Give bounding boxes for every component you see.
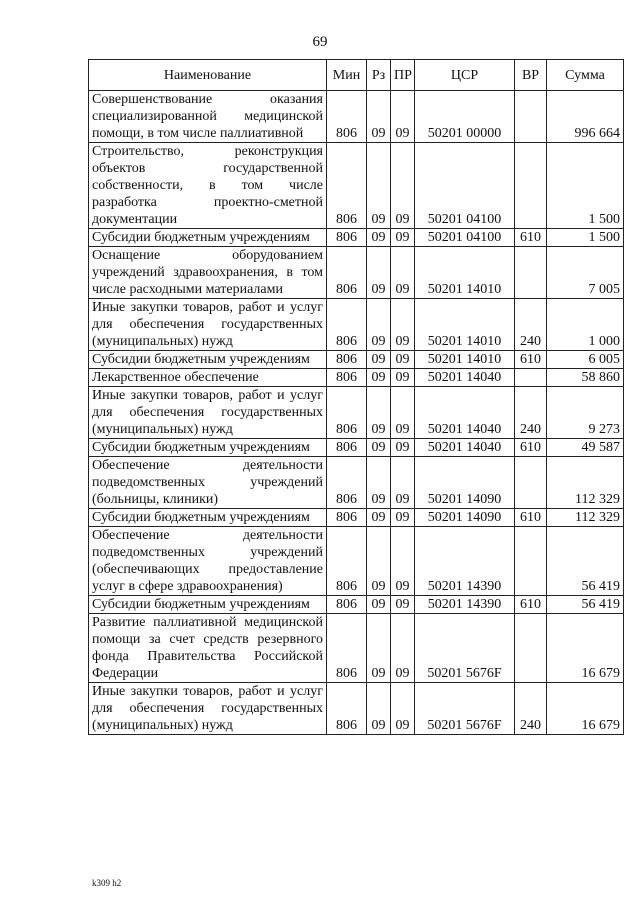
row-csr: 50201 04100	[415, 229, 515, 247]
row-rz: 09	[367, 247, 391, 299]
row-sum: 9 273	[547, 387, 624, 439]
row-sum: 56 419	[547, 527, 624, 596]
row-csr: 50201 14090	[415, 457, 515, 509]
table-row	[89, 247, 624, 299]
column-header-vr: ВР	[515, 60, 547, 91]
row-min: 806	[327, 299, 367, 351]
row-csr: 50201 5676F	[415, 683, 515, 735]
row-name: Субсидии бюджетным учреждениям	[89, 596, 327, 614]
row-rz: 09	[367, 596, 391, 614]
row-sum: 1 500	[547, 143, 624, 229]
row-min: 806	[327, 457, 367, 509]
row-name: Субсидии бюджетным учреждениям	[89, 351, 327, 369]
page-number: 69	[312, 34, 328, 50]
row-min: 806	[327, 683, 367, 735]
table-row	[89, 614, 624, 683]
row-min: 806	[327, 247, 367, 299]
row-name: Обеспечение деятельности подведомственных учреждений (обеспечивающих предоставление услуг в сфере здравоохранения)	[89, 527, 327, 596]
row-rz: 09	[367, 299, 391, 351]
row-pr: 09	[391, 143, 415, 229]
row-sum: 112 329	[547, 457, 624, 509]
table-row	[89, 91, 624, 143]
row-vr	[515, 457, 547, 509]
table-row	[89, 351, 624, 369]
row-pr: 09	[391, 229, 415, 247]
row-csr: 50201 14040	[415, 439, 515, 457]
row-csr: 50201 14390	[415, 527, 515, 596]
row-vr	[515, 614, 547, 683]
row-vr: 610	[515, 509, 547, 527]
row-sum: 6 005	[547, 351, 624, 369]
column-header-sum: Сумма	[547, 60, 624, 91]
table-header-row	[89, 60, 624, 91]
row-rz: 09	[367, 527, 391, 596]
row-csr: 50201 5676F	[415, 614, 515, 683]
row-pr: 09	[391, 457, 415, 509]
row-csr: 50201 14040	[415, 369, 515, 387]
row-vr	[515, 143, 547, 229]
footer-code: k309 h2	[92, 878, 122, 888]
row-pr: 09	[391, 683, 415, 735]
table-row	[89, 596, 624, 614]
row-name: Развитие паллиативной медицинской помощи за счет средств резервного фонда Правительства Российской Федерации	[89, 614, 327, 683]
row-csr: 50201 00000	[415, 91, 515, 143]
row-min: 806	[327, 369, 367, 387]
row-vr	[515, 91, 547, 143]
row-vr: 240	[515, 387, 547, 439]
row-sum: 1 000	[547, 299, 624, 351]
row-sum: 58 860	[547, 369, 624, 387]
row-vr: 610	[515, 439, 547, 457]
row-sum: 16 679	[547, 614, 624, 683]
row-csr: 50201 14040	[415, 387, 515, 439]
row-pr: 09	[391, 387, 415, 439]
row-name: Субсидии бюджетным учреждениям	[89, 509, 327, 527]
row-csr: 50201 14390	[415, 596, 515, 614]
row-csr: 50201 04100	[415, 143, 515, 229]
row-rz: 09	[367, 439, 391, 457]
table-row	[89, 683, 624, 735]
row-min: 806	[327, 527, 367, 596]
row-pr: 09	[391, 509, 415, 527]
row-vr: 610	[515, 596, 547, 614]
column-header-rz: Рз	[367, 60, 391, 91]
row-sum: 56 419	[547, 596, 624, 614]
row-rz: 09	[367, 143, 391, 229]
row-rz: 09	[367, 457, 391, 509]
column-header-pr: ПР	[391, 60, 415, 91]
row-min: 806	[327, 596, 367, 614]
row-min: 806	[327, 143, 367, 229]
row-rz: 09	[367, 387, 391, 439]
row-min: 806	[327, 351, 367, 369]
table-row	[89, 299, 624, 351]
table-row	[89, 143, 624, 229]
row-name: Иные закупки товаров, работ и услуг для обеспечения государственных (муниципальных) нужд	[89, 299, 327, 351]
row-rz: 09	[367, 683, 391, 735]
row-csr: 50201 14010	[415, 299, 515, 351]
row-name: Субсидии бюджетным учреждениям	[89, 229, 327, 247]
row-min: 806	[327, 387, 367, 439]
row-min: 806	[327, 439, 367, 457]
table-row	[89, 369, 624, 387]
row-sum: 49 587	[547, 439, 624, 457]
row-pr: 09	[391, 596, 415, 614]
row-vr: 610	[515, 229, 547, 247]
row-pr: 09	[391, 369, 415, 387]
row-min: 806	[327, 509, 367, 527]
row-sum: 112 329	[547, 509, 624, 527]
table-row	[89, 457, 624, 509]
row-name: Иные закупки товаров, работ и услуг для обеспечения государственных (муниципальных) нужд	[89, 387, 327, 439]
row-vr	[515, 369, 547, 387]
table-row	[89, 229, 624, 247]
row-name: Строительство, реконструкция объектов государственной собственности, в том числе разработка проектно-сметной документации	[89, 143, 327, 229]
row-pr: 09	[391, 614, 415, 683]
column-header-min: Мин	[327, 60, 367, 91]
column-header-name: Наименование	[89, 60, 327, 91]
row-name: Субсидии бюджетным учреждениям	[89, 439, 327, 457]
row-vr	[515, 527, 547, 596]
row-name: Иные закупки товаров, работ и услуг для обеспечения государственных (муниципальных) нужд	[89, 683, 327, 735]
row-pr: 09	[391, 351, 415, 369]
row-name: Совершенствование оказания специализированной медицинской помощи, в том числе паллиативной	[89, 91, 327, 143]
row-pr: 09	[391, 91, 415, 143]
row-pr: 09	[391, 299, 415, 351]
row-min: 806	[327, 91, 367, 143]
column-header-csr: ЦСР	[415, 60, 515, 91]
row-csr: 50201 14010	[415, 351, 515, 369]
row-vr: 610	[515, 351, 547, 369]
row-rz: 09	[367, 229, 391, 247]
row-pr: 09	[391, 527, 415, 596]
table-row	[89, 387, 624, 439]
row-min: 806	[327, 614, 367, 683]
row-sum: 1 500	[547, 229, 624, 247]
row-rz: 09	[367, 91, 391, 143]
row-rz: 09	[367, 614, 391, 683]
row-vr	[515, 247, 547, 299]
row-sum: 7 005	[547, 247, 624, 299]
row-name: Обеспечение деятельности подведомственных учреждений (больницы, клиники)	[89, 457, 327, 509]
row-rz: 09	[367, 369, 391, 387]
row-rz: 09	[367, 509, 391, 527]
budget-table	[88, 59, 624, 735]
row-pr: 09	[391, 247, 415, 299]
row-vr: 240	[515, 299, 547, 351]
row-vr: 240	[515, 683, 547, 735]
row-pr: 09	[391, 439, 415, 457]
row-sum: 996 664	[547, 91, 624, 143]
row-name: Оснащение оборудованием учреждений здравоохранения, в том числе расходными материалами	[89, 247, 327, 299]
table-row	[89, 439, 624, 457]
row-min: 806	[327, 229, 367, 247]
row-sum: 16 679	[547, 683, 624, 735]
row-name: Лекарственное обеспечение	[89, 369, 327, 387]
table-row	[89, 527, 624, 596]
table-row	[89, 509, 624, 527]
row-csr: 50201 14010	[415, 247, 515, 299]
row-rz: 09	[367, 351, 391, 369]
row-csr: 50201 14090	[415, 509, 515, 527]
